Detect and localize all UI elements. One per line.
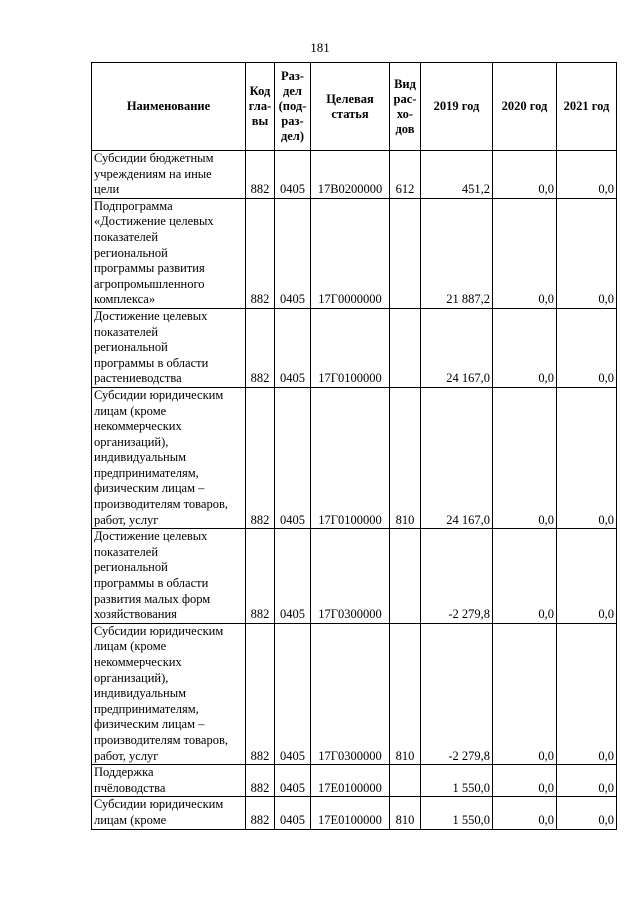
row-target: 17Г0300000 <box>311 623 390 764</box>
budget-table <box>91 62 617 830</box>
table-row <box>92 308 617 387</box>
row-2020: 0,0 <box>493 151 557 199</box>
header-2020: 2020 год <box>493 63 557 151</box>
row-name: Подпрограмма «Достижение целевых показателей региональной программы развития агропромышленного комплекса» <box>92 198 246 308</box>
row-code: 882 <box>246 151 275 199</box>
row-2020: 0,0 <box>493 387 557 528</box>
row-section: 0405 <box>275 765 311 797</box>
row-2021: 0,0 <box>557 765 617 797</box>
row-2019: -2 279,8 <box>421 529 493 624</box>
row-name: Субсидии юридическим лицам (кроме некоммерческих организаций), индивидуальным предпринимателям, физическим лицам – производителям товаров, работ, услуг <box>92 623 246 764</box>
row-code: 882 <box>246 765 275 797</box>
row-type: 810 <box>390 797 421 829</box>
header-section: Раз- дел (под- раз- дел) <box>275 63 311 151</box>
row-type <box>390 308 421 387</box>
row-type: 810 <box>390 623 421 764</box>
row-name: Поддержка пчёловодства <box>92 765 246 797</box>
row-section: 0405 <box>275 797 311 829</box>
row-target: 17Е0100000 <box>311 765 390 797</box>
row-2021: 0,0 <box>557 387 617 528</box>
row-type: 810 <box>390 387 421 528</box>
row-2020: 0,0 <box>493 198 557 308</box>
header-2021: 2021 год <box>557 63 617 151</box>
row-section: 0405 <box>275 387 311 528</box>
row-2021: 0,0 <box>557 308 617 387</box>
row-target: 17Е0100000 <box>311 797 390 829</box>
row-code: 882 <box>246 797 275 829</box>
row-section: 0405 <box>275 151 311 199</box>
row-name: Достижение целевых показателей региональной программы в области развития малых форм хозяйствования <box>92 529 246 624</box>
row-2021: 0,0 <box>557 151 617 199</box>
table-row <box>92 765 617 797</box>
row-2019: 1 550,0 <box>421 797 493 829</box>
row-section: 0405 <box>275 529 311 624</box>
row-name: Достижение целевых показателей региональной программы в области растениеводства <box>92 308 246 387</box>
row-type <box>390 529 421 624</box>
row-code: 882 <box>246 308 275 387</box>
row-2019: 24 167,0 <box>421 308 493 387</box>
row-2019: 451,2 <box>421 151 493 199</box>
row-target: 17Г0000000 <box>311 198 390 308</box>
header-target: Целевая статья <box>311 63 390 151</box>
table-row <box>92 151 617 199</box>
row-2020: 0,0 <box>493 529 557 624</box>
row-2019: 24 167,0 <box>421 387 493 528</box>
row-name: Субсидии юридическим лицам (кроме <box>92 797 246 829</box>
row-2021: 0,0 <box>557 797 617 829</box>
row-2020: 0,0 <box>493 765 557 797</box>
row-target: 17Г0100000 <box>311 387 390 528</box>
row-code: 882 <box>246 198 275 308</box>
row-target: 17Г0300000 <box>311 529 390 624</box>
page-number: 181 <box>310 40 330 55</box>
row-2020: 0,0 <box>493 623 557 764</box>
table-row <box>92 387 617 528</box>
row-2020: 0,0 <box>493 308 557 387</box>
row-2019: -2 279,8 <box>421 623 493 764</box>
header-row <box>92 63 617 151</box>
row-target: 17В0200000 <box>311 151 390 199</box>
row-code: 882 <box>246 387 275 528</box>
header-name: Наименование <box>92 63 246 151</box>
row-section: 0405 <box>275 308 311 387</box>
row-name: Субсидии юридическим лицам (кроме некоммерческих организаций), индивидуальным предпринимателям, физическим лицам – производителям товаров, работ, услуг <box>92 387 246 528</box>
row-code: 882 <box>246 529 275 624</box>
table-row <box>92 529 617 624</box>
row-2020: 0,0 <box>493 797 557 829</box>
row-2019: 1 550,0 <box>421 765 493 797</box>
row-code: 882 <box>246 623 275 764</box>
header-type: Вид рас- хо- дов <box>390 63 421 151</box>
table-row <box>92 797 617 829</box>
row-type: 612 <box>390 151 421 199</box>
row-2019: 21 887,2 <box>421 198 493 308</box>
row-2021: 0,0 <box>557 198 617 308</box>
row-name: Субсидии бюджетным учреждениям на иные цели <box>92 151 246 199</box>
row-2021: 0,0 <box>557 623 617 764</box>
row-type <box>390 765 421 797</box>
table-row <box>92 623 617 764</box>
row-2021: 0,0 <box>557 529 617 624</box>
header-code: Код гла- вы <box>246 63 275 151</box>
row-section: 0405 <box>275 623 311 764</box>
row-target: 17Г0100000 <box>311 308 390 387</box>
table-row <box>92 198 617 308</box>
row-section: 0405 <box>275 198 311 308</box>
header-2019: 2019 год <box>421 63 493 151</box>
row-type <box>390 198 421 308</box>
